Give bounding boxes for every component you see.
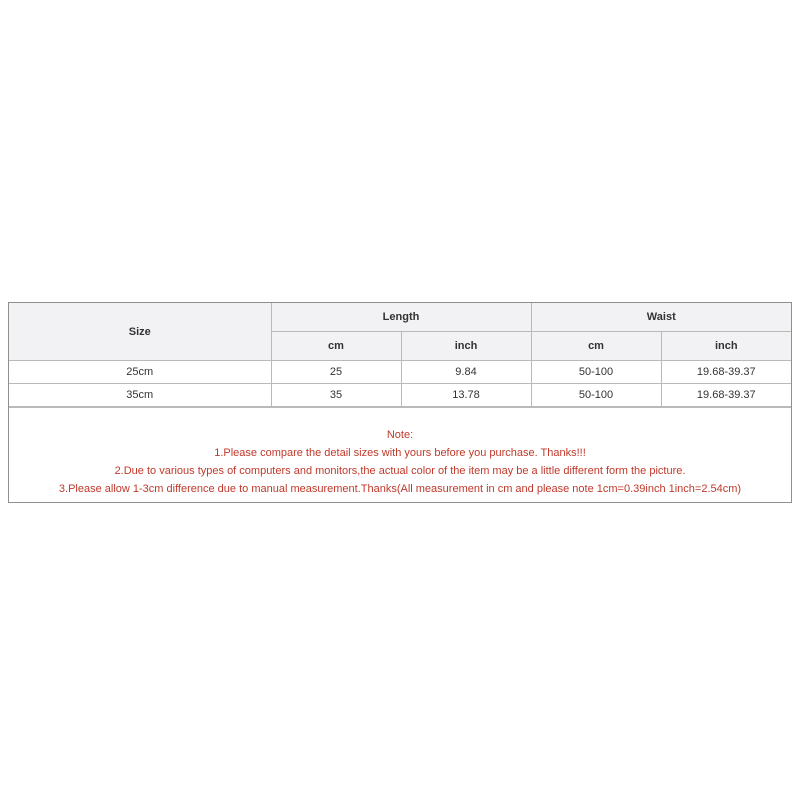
cell-waist-inch: 19.68-39.37 — [661, 361, 791, 384]
header-waist-cm: cm — [531, 332, 661, 361]
header-length-inch: inch — [401, 332, 531, 361]
cell-size: 25cm — [9, 361, 271, 384]
size-chart — [8, 302, 792, 503]
notes-section — [9, 407, 791, 502]
note-line: 1.Please compare the detail sizes with yours before you purchase. Thanks!!! — [214, 447, 586, 459]
table-row — [9, 361, 791, 384]
size-table — [9, 303, 791, 407]
cell-size: 35cm — [9, 384, 271, 407]
header-waist: Waist — [531, 303, 791, 332]
header-group-row — [9, 303, 791, 332]
cell-waist-cm: 50-100 — [531, 384, 661, 407]
table-row — [9, 384, 791, 407]
note-line: 2.Due to various types of computers and monitors,the actual color of the item may be a little different form the picture. — [114, 465, 686, 477]
header-size: Size — [9, 303, 271, 361]
cell-waist-inch: 19.68-39.37 — [661, 384, 791, 407]
cell-length-cm: 25 — [271, 361, 401, 384]
cell-length-inch: 13.78 — [401, 384, 531, 407]
note-line: 3.Please allow 1-3cm difference due to manual measurement.Thanks(All measurement in cm and please note 1cm=0.39inch 1inch=2.54cm) — [58, 483, 742, 495]
header-length: Length — [271, 303, 531, 332]
cell-length-inch: 9.84 — [401, 361, 531, 384]
cell-waist-cm: 50-100 — [531, 361, 661, 384]
cell-length-cm: 35 — [271, 384, 401, 407]
header-waist-inch: inch — [661, 332, 791, 361]
header-length-cm: cm — [271, 332, 401, 361]
notes-title: Note: — [386, 429, 414, 441]
